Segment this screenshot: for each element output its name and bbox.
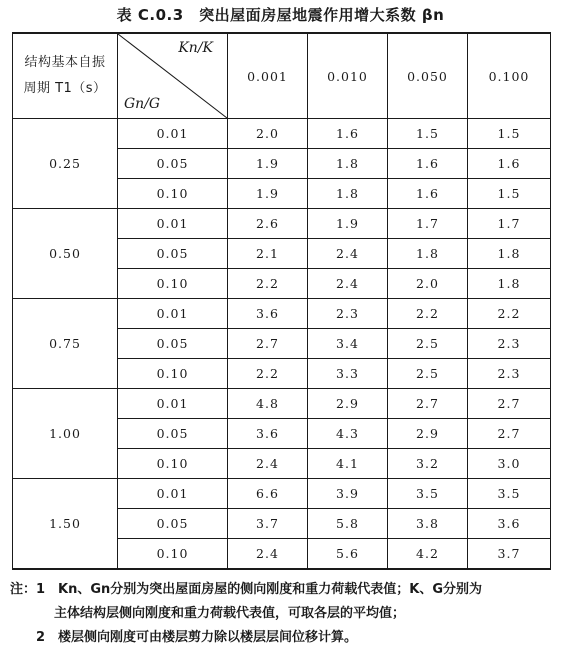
note-2: 2 楼层侧向刚度可由楼层剪力除以楼层层间位移计算。 xyxy=(36,630,358,645)
factor-value-cell: 1.9 xyxy=(228,149,308,179)
factor-value-cell: 3.7 xyxy=(468,539,551,570)
diag-bottom-label: Gn/G xyxy=(124,96,161,112)
factor-value-cell: 3.5 xyxy=(388,479,468,509)
period-header-line2: 周期 T1（s） xyxy=(23,81,107,96)
factor-value-cell: 2.4 xyxy=(228,449,308,479)
period-cell: 1.50 xyxy=(13,479,118,570)
period-cell: 1.00 xyxy=(13,389,118,479)
factor-value-cell: 1.8 xyxy=(308,149,388,179)
factor-value-cell: 1.8 xyxy=(388,239,468,269)
gn-ratio-cell: 0.01 xyxy=(118,389,228,419)
gn-ratio-cell: 0.01 xyxy=(118,479,228,509)
k-header-1: 0.010 xyxy=(308,33,388,119)
period-cell: 0.50 xyxy=(13,209,118,299)
factor-value-cell: 1.6 xyxy=(388,149,468,179)
k-header-2: 0.050 xyxy=(388,33,468,119)
factor-value-cell: 3.0 xyxy=(468,449,551,479)
factor-value-cell: 2.7 xyxy=(468,389,551,419)
gn-ratio-cell: 0.10 xyxy=(118,359,228,389)
factor-value-cell: 2.4 xyxy=(308,239,388,269)
factor-value-cell: 2.0 xyxy=(388,269,468,299)
gn-ratio-cell: 0.10 xyxy=(118,269,228,299)
factor-value-cell: 1.7 xyxy=(468,209,551,239)
table-row xyxy=(13,479,551,509)
gn-ratio-cell: 0.05 xyxy=(118,329,228,359)
period-header xyxy=(13,33,118,119)
factor-value-cell: 2.6 xyxy=(228,209,308,239)
note-1-line-1: 注：1 Kn、Gn分别为突出屋面房屋的侧向刚度和重力荷载代表值；K、G分别为 xyxy=(10,582,483,597)
table-row xyxy=(13,119,551,149)
factor-value-cell: 4.1 xyxy=(308,449,388,479)
factor-value-cell: 2.9 xyxy=(388,419,468,449)
factor-value-cell: 2.7 xyxy=(388,389,468,419)
factor-value-cell: 2.3 xyxy=(308,299,388,329)
factor-value-cell: 2.9 xyxy=(308,389,388,419)
factor-value-cell: 1.9 xyxy=(228,179,308,209)
factor-value-cell: 1.6 xyxy=(388,179,468,209)
factor-value-cell: 5.8 xyxy=(308,509,388,539)
diag-top-label: Kn/K xyxy=(178,40,213,56)
factor-value-cell: 4.8 xyxy=(228,389,308,419)
factor-value-cell: 2.5 xyxy=(388,359,468,389)
factor-value-cell: 2.1 xyxy=(228,239,308,269)
factor-value-cell: 3.6 xyxy=(468,509,551,539)
factor-value-cell: 3.4 xyxy=(308,329,388,359)
factor-value-cell: 4.3 xyxy=(308,419,388,449)
k-header-0: 0.001 xyxy=(228,33,308,119)
factor-value-cell: 3.5 xyxy=(468,479,551,509)
gn-ratio-cell: 0.10 xyxy=(118,539,228,570)
factor-value-cell: 1.8 xyxy=(468,269,551,299)
period-cell: 0.75 xyxy=(13,299,118,389)
factor-value-cell: 2.2 xyxy=(228,359,308,389)
factor-value-cell: 2.4 xyxy=(228,539,308,570)
factor-value-cell: 2.5 xyxy=(388,329,468,359)
factor-value-cell: 3.6 xyxy=(228,419,308,449)
gn-ratio-cell: 0.05 xyxy=(118,149,228,179)
factor-value-cell: 1.9 xyxy=(308,209,388,239)
gn-ratio-cell: 0.10 xyxy=(118,179,228,209)
factor-value-cell: 1.5 xyxy=(468,119,551,149)
table-title: 表 C.0.3 突出屋面房屋地震作用增大系数 βn xyxy=(116,6,445,24)
gn-ratio-cell: 0.10 xyxy=(118,449,228,479)
factor-value-cell: 3.3 xyxy=(308,359,388,389)
factor-value-cell: 1.8 xyxy=(468,239,551,269)
factor-value-cell: 1.6 xyxy=(468,149,551,179)
gn-ratio-cell: 0.05 xyxy=(118,509,228,539)
gn-ratio-cell: 0.01 xyxy=(118,299,228,329)
factor-value-cell: 2.2 xyxy=(228,269,308,299)
table-row xyxy=(13,299,551,329)
period-header-line1: 结构基本自振 xyxy=(24,55,106,70)
factor-value-cell: 2.0 xyxy=(228,119,308,149)
factor-value-cell: 1.5 xyxy=(388,119,468,149)
diagonal-header xyxy=(118,33,228,119)
period-cell: 0.25 xyxy=(13,119,118,209)
factor-value-cell: 5.6 xyxy=(308,539,388,570)
header-row xyxy=(13,33,551,119)
factor-value-cell: 2.3 xyxy=(468,359,551,389)
gn-ratio-cell: 0.05 xyxy=(118,239,228,269)
factor-value-cell: 3.9 xyxy=(308,479,388,509)
gn-ratio-cell: 0.01 xyxy=(118,209,228,239)
factor-value-cell: 2.2 xyxy=(388,299,468,329)
note-1-line-2: 主体结构层侧向刚度和重力荷载代表值，可取各层的平均值； xyxy=(54,606,406,621)
table-notes xyxy=(10,578,555,650)
factor-value-cell: 3.2 xyxy=(388,449,468,479)
table-row xyxy=(13,209,551,239)
factor-value-cell: 4.2 xyxy=(388,539,468,570)
factor-value-cell: 2.3 xyxy=(468,329,551,359)
factor-value-cell: 1.7 xyxy=(388,209,468,239)
gn-ratio-cell: 0.01 xyxy=(118,119,228,149)
factor-value-cell: 2.4 xyxy=(308,269,388,299)
factor-value-cell: 2.2 xyxy=(468,299,551,329)
k-header-3: 0.100 xyxy=(468,33,551,119)
factor-value-cell: 3.7 xyxy=(228,509,308,539)
factor-value-cell: 1.6 xyxy=(308,119,388,149)
factor-value-cell: 1.8 xyxy=(308,179,388,209)
factor-value-cell: 3.8 xyxy=(388,509,468,539)
factor-value-cell: 3.6 xyxy=(228,299,308,329)
factor-value-cell: 1.5 xyxy=(468,179,551,209)
factor-value-cell: 6.6 xyxy=(228,479,308,509)
amplification-factor-table xyxy=(12,32,551,570)
gn-ratio-cell: 0.05 xyxy=(118,419,228,449)
table-row xyxy=(13,389,551,419)
factor-value-cell: 2.7 xyxy=(468,419,551,449)
factor-value-cell: 2.7 xyxy=(228,329,308,359)
